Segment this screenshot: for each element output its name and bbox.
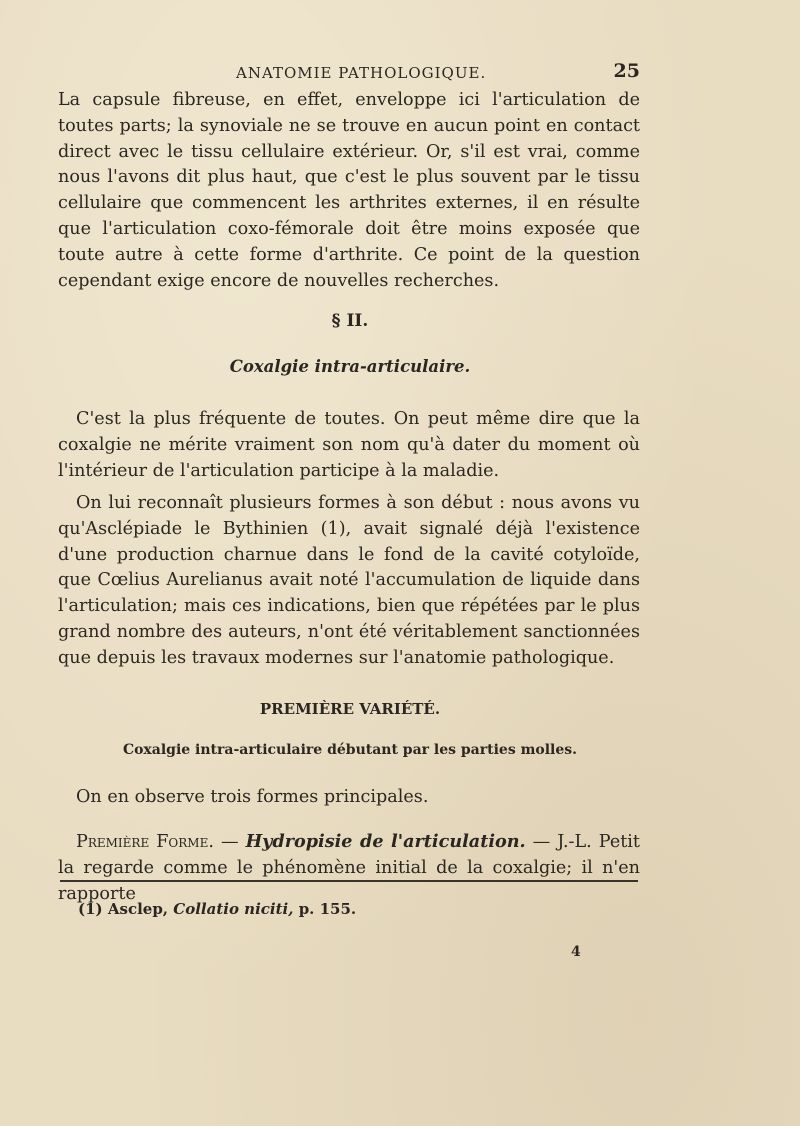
paragraph-frequency: C'est la plus fréquente de toutes. On peut même dire que la coxalgie ne mérite vraiment son nom qu'à dater du moment où l'intérieur de l'articulation participe à la maladie. [58,409,640,481]
page-number: 25 [613,60,640,82]
first-form-text: — J.-L. Petit la regarde comme le phénomène initial de la coxalgie; il n'en rapporte [58,832,640,904]
signature-mark: 4 [571,944,581,960]
section-mark: § II. [331,311,369,331]
footnote-text: Asclep, [102,900,174,918]
first-form-dash: — [213,832,246,852]
running-title: ANATOMIE PATHOLOGIQUE. [236,64,487,82]
first-form-title: Hydropisie de l'articulation. [245,831,526,852]
paragraph-forms: On lui reconnaît plusieurs formes à son début : nous avons vu qu'Asclépiade le Bythinien (1), avait signalé déjà l'existence d'une production charnue dans le fond de la cavité cotyloïde, que Cœlius Aurelianus avait noté l'accumulation de liquide dans l'articulation; mais ces indications, bien que répétées par le plus grand nombre des auteurs, n'ont été véritablement sanctionnées que depuis les travaux modernes sur l'anatomie pathologique. [58,493,640,668]
paragraph-capsule: La capsule fibreuse, en effet, enveloppe ici l'articulation de toutes parts; la synoviale ne se trouve en aucun point en contact direct avec le tissu cellulaire extérieur. Or, s'il est vrai, comme nous l'avons dit plus haut, que c'est le plus souvent par le tissu cellulaire que commencent les arthrites externes, il en résulte que l'articulation coxo-fémorale doit être moins exposée que toute autre à cette forme d'arthrite. Ce point de la question cependant exige encore de nouvelles recherches. [58,90,640,291]
footnote-marker: (1) [78,900,103,918]
page-header [236,62,646,84]
footnote-divider [60,880,638,882]
paragraph-first-form [58,829,640,907]
first-form-lead: Première Forme. [76,832,214,852]
paragraph-three-forms: On en observe trois formes principales. [76,787,429,807]
footnote-work: Collatio niciti, [173,900,294,918]
footnote [78,900,356,918]
variety-title: PREMIÈRE VARIÉTÉ. [259,700,441,718]
footnote-page: p. 155. [293,900,357,918]
variety-subtitle: Coxalgie intra-articulaire débutant par les parties molles. [122,742,578,758]
section-title: Coxalgie intra-articulaire. [229,357,471,376]
